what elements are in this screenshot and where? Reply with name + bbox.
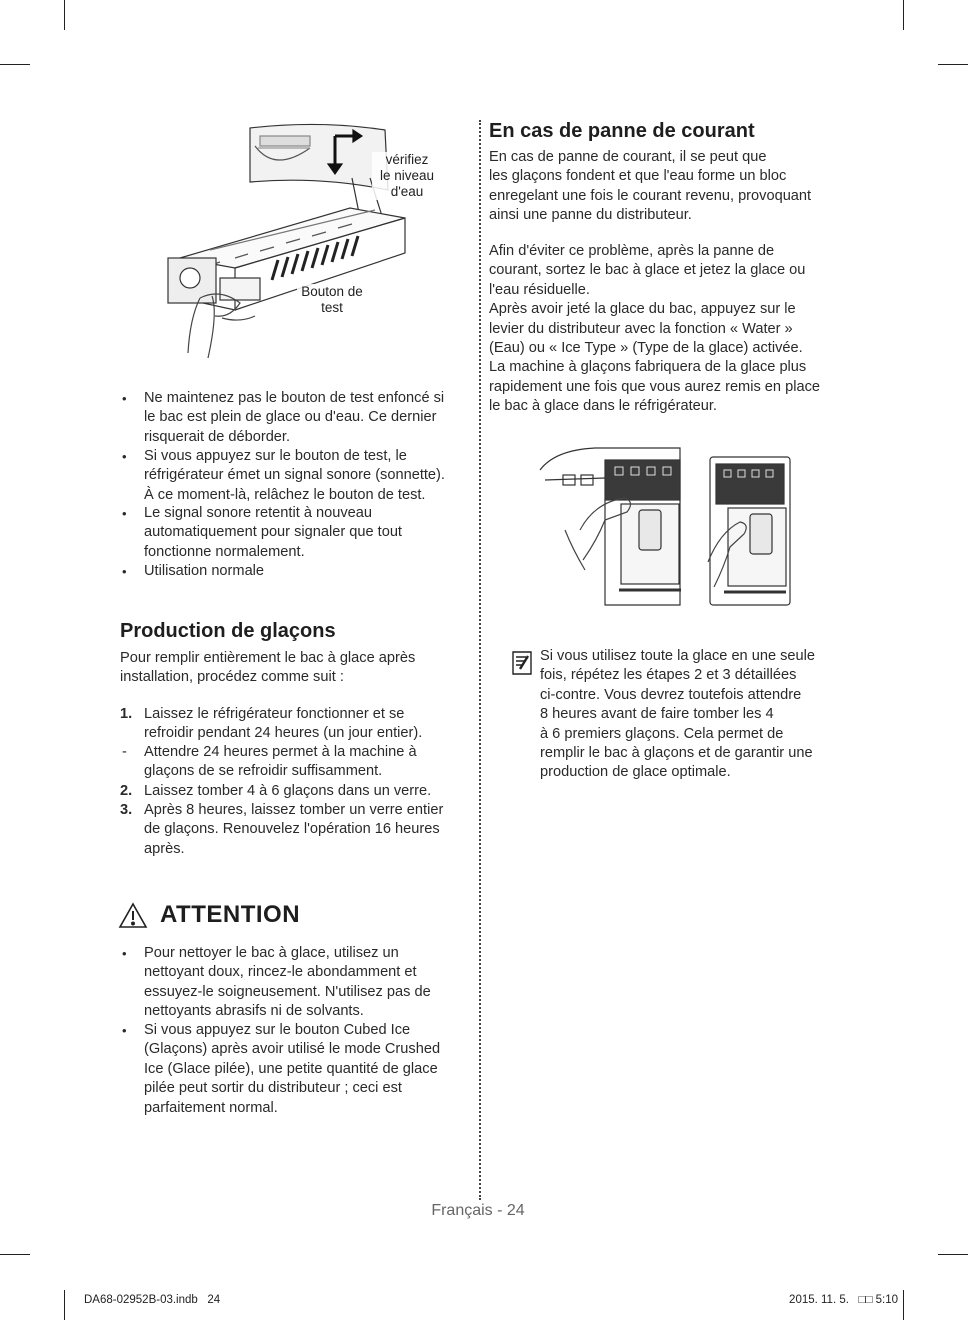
column-divider <box>479 120 481 1200</box>
step-number: 1. <box>120 706 133 722</box>
page-number: Français - 24 <box>431 1202 525 1219</box>
step-number: 3. <box>120 802 133 818</box>
warning-triangle-icon <box>118 902 148 929</box>
line: Après 8 heures, laissez tomber un verre entier <box>144 802 444 818</box>
water-level-label <box>372 152 442 200</box>
list-item <box>144 389 474 447</box>
crop-mark <box>903 0 904 30</box>
line: l'eau résiduelle. <box>489 281 590 298</box>
line: fonctionne normalement. <box>144 543 305 560</box>
production-step <box>120 782 474 801</box>
section-title-power-outage: En cas de panne de courant <box>489 120 755 142</box>
crop-mark <box>0 1254 30 1255</box>
line: installation, procédez comme suit : <box>120 669 344 686</box>
line: automatiquement pour signaler que tout <box>144 524 402 541</box>
line: rapidement une fois que vous aurez remis en place <box>489 378 820 395</box>
line: Pour remplir entièrement le bac à glace après <box>120 650 416 666</box>
line: risquerait de déborder. <box>144 428 291 445</box>
list-item <box>144 1021 474 1118</box>
line: Si vous utilisez toute la glace en une seule <box>540 648 816 664</box>
line: enregelant une fois le courant revenu, provoquant <box>489 187 812 204</box>
dispenser-illustration-right <box>700 452 795 608</box>
list-item <box>144 944 474 1022</box>
line: • Si vous appuyez sur le bouton de test, le <box>144 448 407 464</box>
crop-mark <box>0 64 30 65</box>
line: pilée peut sortir du distributeur ; ceci est <box>144 1080 402 1097</box>
note-text <box>540 647 850 783</box>
line: • Si vous appuyez sur le bouton Cubed Ice <box>144 1022 411 1038</box>
line: Attendre 24 heures permet à la machine à <box>144 744 417 760</box>
line: à 6 premiers glaçons. Cela permet de <box>540 725 784 742</box>
water-level-label-line: vérifiez <box>385 152 429 167</box>
line: production de glace optimale. <box>540 764 731 781</box>
water-level-label-line: le niveau <box>379 168 435 183</box>
dispenser-illustration-left <box>535 440 695 608</box>
attention-heading <box>118 898 300 932</box>
crop-mark <box>903 1290 904 1320</box>
list-item <box>144 562 474 581</box>
line: parfaitement normal. <box>144 1099 278 1116</box>
water-level-label-line: d'eau <box>390 184 424 199</box>
production-note <box>122 743 474 782</box>
dash-marker: - <box>122 744 127 760</box>
line: essuyez-le soigneusement. N'utilisez pas de <box>144 983 431 1000</box>
line: Laissez tomber 4 à 6 glaçons dans un verre. <box>144 783 432 799</box>
crop-mark <box>938 64 968 65</box>
line: (Glaçons) après avoir utilisé le mode Crushed <box>144 1041 441 1058</box>
note-icon <box>511 650 533 676</box>
line: • Pour nettoyer le bac à glace, utilisez un <box>144 945 399 961</box>
production-step <box>120 801 474 859</box>
outage-paragraph <box>489 242 849 417</box>
line: Après avoir jeté la glace du bac, appuyez sur le <box>489 301 796 318</box>
line: le bac est plein de glace ou d'eau. Ce dernier <box>144 409 437 426</box>
production-step <box>120 705 474 744</box>
list-item <box>144 447 474 505</box>
crop-mark <box>64 1290 65 1320</box>
line: le bac à glace dans le réfrigérateur. <box>489 398 717 415</box>
line: glaçons de se refroidir suffisamment. <box>144 763 383 780</box>
line: (Eau) ou « Ice Type » (Type de la glace) activée. <box>489 340 803 357</box>
line: • Utilisation normale <box>144 563 265 579</box>
section-title-production: Production de glaçons <box>120 620 336 642</box>
line: Laissez le réfrigérateur fonctionner et se <box>144 706 405 722</box>
line: À ce moment-là, relâchez le bouton de test. <box>144 486 426 503</box>
step-number: 2. <box>120 783 133 799</box>
outage-paragraph <box>489 148 849 226</box>
crop-mark <box>938 1254 968 1255</box>
line: fois, répétez les étapes 2 et 3 détaillées <box>540 667 797 684</box>
production-intro <box>120 649 470 688</box>
line: courant, sortez le bac à glace et jetez la glace ou <box>489 262 806 279</box>
line: • Ne maintenez pas le bouton de test enfoncé si <box>144 390 445 406</box>
print-file-info: DA68-02952B-03.indb 24 <box>84 1294 221 1306</box>
test-button-label-line: Bouton de <box>301 284 363 299</box>
print-date: 2015. 11. 5. □□ 5:10 <box>789 1294 898 1306</box>
line: En cas de panne de courant, il se peut que <box>489 149 767 165</box>
line: les glaçons fondent et que l'eau forme un bloc <box>489 168 787 185</box>
line: nettoyant doux, rincez-le abondamment et <box>144 964 417 981</box>
line: réfrigérateur émet un signal sonore (sonnette). <box>144 467 445 484</box>
line: levier du distributeur avec la fonction « Water » <box>489 320 793 337</box>
line: 8 heures avant de faire tomber les 4 <box>540 706 774 723</box>
test-button-label-line: test <box>321 300 343 315</box>
line: remplir le bac à glaçons et de garantir une <box>540 745 813 762</box>
list-item <box>144 504 474 562</box>
line: La machine à glaçons fabriquera de la glace plus <box>489 359 807 376</box>
line: Ice (Glace pilée), une petite quantité de glace <box>144 1060 438 1077</box>
line: après. <box>144 840 185 857</box>
line: nettoyants abrasifs ni de solvants. <box>144 1003 364 1020</box>
line: • Le signal sonore retentit à nouveau <box>144 505 372 521</box>
line: ci-contre. Vous devrez toutefois attendre <box>540 686 802 703</box>
line: ainsi une panne du distributeur. <box>489 207 692 224</box>
line: de glaçons. Renouvelez l'opération 16 heures <box>144 821 440 838</box>
crop-mark <box>64 0 65 30</box>
line: refroidir pendant 24 heures (un jour entier). <box>144 725 423 742</box>
test-button-label <box>297 284 367 316</box>
attention-title: ATTENTION <box>160 901 301 928</box>
line: Afin d'éviter ce problème, après la panne de <box>489 243 775 259</box>
